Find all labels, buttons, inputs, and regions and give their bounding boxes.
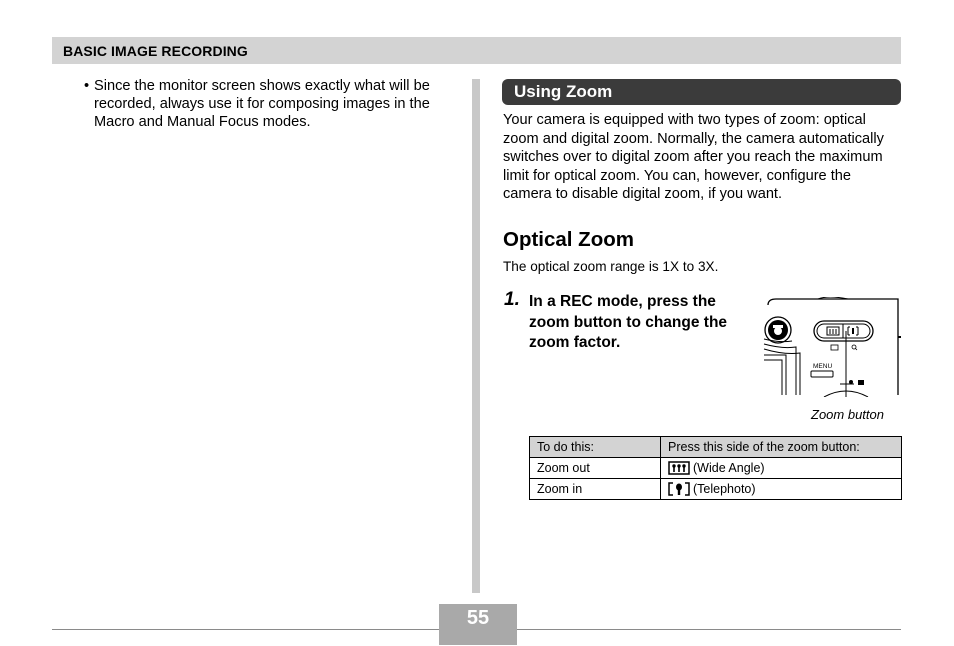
zoom-table bbox=[529, 436, 902, 500]
step-instruction: In a REC mode, press the zoom button to change the zoom factor. bbox=[529, 293, 728, 351]
telephoto-label: (Telephoto) bbox=[693, 482, 756, 496]
table-cell-action: Zoom out bbox=[530, 458, 661, 479]
wide-angle-icon bbox=[827, 327, 839, 335]
magnifier-icon bbox=[852, 345, 857, 350]
table-row bbox=[530, 458, 902, 479]
column-divider bbox=[472, 79, 480, 593]
table-cell-button bbox=[661, 458, 902, 479]
camera-shutter-icon bbox=[765, 317, 791, 343]
left-note bbox=[84, 77, 454, 131]
table-row bbox=[530, 479, 902, 500]
table-cell-action: Zoom in bbox=[530, 479, 661, 500]
table-header-row bbox=[530, 437, 902, 458]
wide-angle-label: (Wide Angle) bbox=[693, 461, 765, 475]
menu-label: MENU bbox=[813, 363, 833, 370]
bullet-marker: • bbox=[84, 78, 90, 94]
optical-zoom-range: The optical zoom range is 1X to 3X. bbox=[503, 259, 719, 274]
section-bar bbox=[502, 79, 901, 105]
optical-zoom-heading: Optical Zoom bbox=[503, 228, 634, 251]
left-note-text: Since the monitor screen shows exactly what will be recorded, always use it for composing images in the Macro and Manual Focus modes. bbox=[94, 78, 430, 130]
zoom-button-caption: Zoom button bbox=[811, 407, 884, 422]
header-title: BASIC IMAGE RECORDING bbox=[63, 43, 248, 59]
page-number-box bbox=[439, 604, 517, 645]
table-header-cell: To do this: bbox=[530, 437, 661, 458]
telephoto-icon bbox=[848, 327, 858, 335]
telephoto-icon bbox=[668, 482, 690, 496]
section-intro: Your camera is equipped with two types of zoom: optical zoom and digital zoom. Normally, the camera automatically switches over to digital zoom after you reach the maximum limit for optical zoom. You can, however, configure the camera to disable digital zoom, if you want. bbox=[503, 112, 884, 202]
page-number: 55 bbox=[466, 607, 490, 629]
header-bar bbox=[52, 37, 901, 64]
table-cell-button bbox=[661, 479, 902, 500]
section-title: Using Zoom bbox=[514, 82, 613, 101]
camera-illustration bbox=[762, 297, 902, 397]
table-header-cell: Press this side of the zoom button: bbox=[661, 437, 902, 458]
step-number: 1. bbox=[504, 289, 520, 310]
wide-angle-icon bbox=[668, 461, 690, 475]
